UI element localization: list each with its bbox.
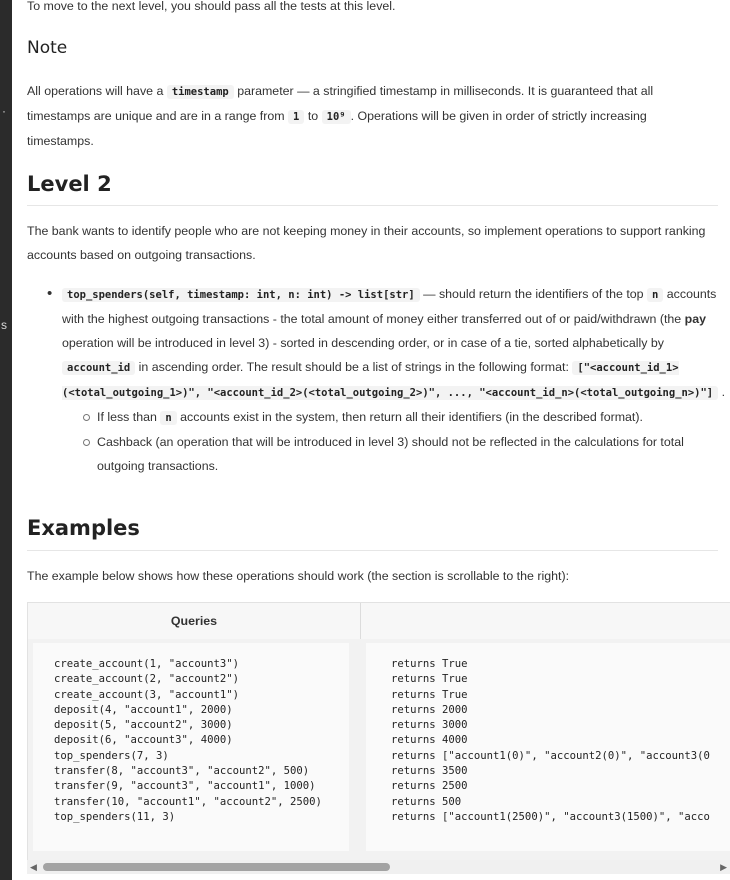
code-line: create_account(3, "account1") (54, 688, 239, 701)
heading-divider (27, 550, 718, 551)
code-timestamp: timestamp (167, 85, 234, 99)
code-line: top_spenders(7, 3) (54, 749, 169, 762)
examples-description: The example below shows how these operations should work (the section is scrollable to the right): (27, 569, 570, 583)
list-item: • top_spenders(self, timestamp: int, n: int) -> list[str] — should return the identifiers of the top n accounts with the highest outgoing transactions - the total amount of money either transferred out of or paid/withdrawn (the pay operation will be introduced in level 3) - sorted in descending order, or in case of a tie, sorted alphabetically by account_id in ascending order. The result should be a list of strings in the following format: ["<account_id_1>(<total_outgoing_1>)", "<account_id_2>(<total_outgoing_2>)", ..., "<account_id_n>(<total_outgoing_n>)"] . If less than n accounts exist in the system, then return all their identifiers (in the described format). Cashback (an operation that will be introduced in level 3) should not be reflected in the calculations for total outgoing transactions. (47, 282, 727, 478)
operations-list (27, 282, 727, 478)
code-one: 1 (288, 110, 304, 124)
results-code (391, 657, 710, 825)
scroll-right-arrow-icon[interactable]: ▶ (720, 862, 727, 872)
code-n: n (160, 411, 176, 425)
note-heading: Note (27, 38, 68, 58)
code-line: top_spenders(11, 3) (54, 810, 176, 823)
code-line: returns True (391, 688, 468, 701)
intro-text: To move to the next level, you should pass all the tests at this level. (27, 0, 396, 13)
heading-divider (27, 205, 718, 206)
queries-cell (33, 643, 349, 851)
code-line: returns 3500 (391, 765, 468, 778)
code-line: returns ["account1(2500)", "account3(1500)", "acco (391, 810, 710, 823)
code-line: transfer(9, "account3", "account1", 1000) (54, 780, 316, 793)
code-line: transfer(8, "account3", "account2", 500) (54, 765, 310, 778)
code-max: 10⁹ (322, 110, 351, 124)
list-item: Cashback (an operation that will be introduced in level 3) should not be reflected in the calculations for total outgoing transactions. (83, 430, 727, 478)
code-top-spenders-signature: top_spenders(self, timestamp: int, n: int) -> list[str] (62, 288, 420, 302)
note-paragraph: All operations will have a timestamp parameter — a stringified timestamp in milliseconds. It is guaranteed that all timestamps are unique and are in a range from 1 to 10⁹ . Operations will be given in order of strictly increasing timestamps. (27, 84, 654, 148)
code-line: returns 3000 (391, 719, 468, 732)
level-2-description: The bank wants to identify people who are not keeping money in their accounts, so implement operations to support ranking accounts based on outgoing transactions. (27, 224, 706, 262)
code-line: deposit(6, "account3", 4000) (54, 734, 233, 747)
code-line: create_account(2, "account2") (54, 673, 239, 686)
sub-list (62, 405, 727, 478)
code-line: deposit(5, "account2", 3000) (54, 719, 233, 732)
results-cell (366, 643, 730, 851)
list-item: If less than n accounts exist in the system, then return all their identifiers (in the described format). (83, 405, 727, 430)
scroll-left-arrow-icon[interactable]: ◀ (30, 862, 37, 872)
queries-code (54, 657, 322, 825)
code-account-id: account_id (62, 361, 135, 375)
column-header-queries: Queries (28, 603, 361, 639)
scrollbar-thumb[interactable] (43, 863, 390, 871)
left-edge-glyph: · (2, 104, 6, 118)
code-line: returns True (391, 673, 468, 686)
examples-heading: Examples (27, 516, 140, 540)
code-line: returns 2000 (391, 703, 468, 716)
examples-table[interactable] (27, 602, 730, 862)
code-line: returns 500 (391, 795, 462, 808)
horizontal-scrollbar[interactable] (27, 860, 730, 874)
pay-keyword: pay (684, 312, 707, 326)
code-n: n (647, 288, 663, 302)
code-line: returns 4000 (391, 734, 468, 747)
code-format: ["<account_id_1>(<total_outgoing_1>)", "<account_id_2>(<total_outgoing_2>)", ..., "<account_id_n>(<total_outgoing_n>)"] (62, 361, 718, 400)
column-header-explanations (361, 603, 730, 639)
code-line: create_account(1, "account3") (54, 658, 239, 670)
level-2-heading: Level 2 (27, 172, 112, 196)
code-line: returns True (391, 658, 468, 670)
task-description-panel[interactable] (12, 0, 730, 880)
code-line: deposit(4, "account1", 2000) (54, 703, 233, 716)
code-line: returns 2500 (391, 780, 468, 793)
code-line: returns ["account1(0)", "account2(0)", "account3(0 (391, 749, 710, 762)
code-line: transfer(10, "account1", "account2", 2500) (54, 795, 322, 808)
left-edge-glyph: s (1, 318, 7, 332)
